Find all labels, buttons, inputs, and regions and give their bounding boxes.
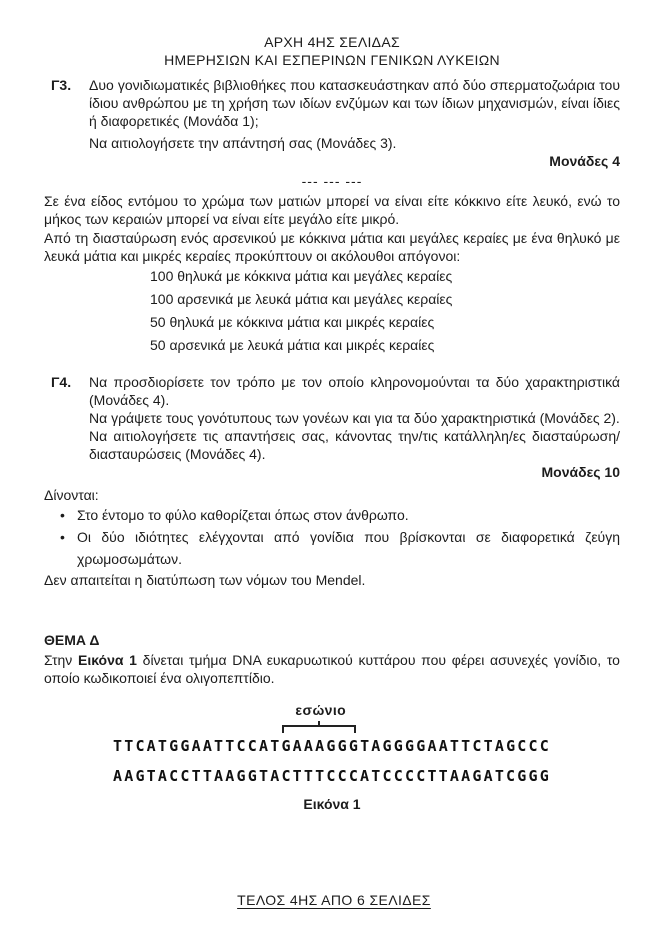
theme-d-title: ΘΕΜΑ Δ (44, 632, 100, 648)
intron-sequence: GAAAGGG (281, 737, 361, 755)
given-label: Δίνονται: (44, 487, 99, 503)
dna-top-exon-right: TAGGGGAATTCTAGCCC (360, 737, 552, 755)
offspring-item-2: 100 αρσενικά με λευκά μάτια και μεγάλες κεραίες (150, 291, 453, 307)
question-g4-task-1: Να προσδιορίσετε τον τρόπο με τον οποίο κληρονομούνται τα δύο χαρακτηριστικά (Μονάδες 4). (89, 374, 620, 408)
insect-paragraph-1: Σε ένα είδος εντόμου το χρώμα των ματιών μπορεί να είναι είτε κόκκινο είτε λευκό, ενώ το μήκος των κεραιών μπορεί να είναι είτε μεγάλο είτε μικρό. (44, 193, 620, 227)
question-g3-subtask: Να αιτιολογήσετε την απάντησή σας (Μονάδες 3). (89, 135, 397, 151)
question-g4-task-2: Να γράψετε τους γονότυπους των γονέων και για τα δύο χαρακτηριστικά (Μονάδες 2). (89, 410, 620, 426)
marks-g3: Μονάδες 4 (549, 153, 620, 169)
header-line1: ΑΡΧΗ 4ΗΣ ΣΕΛΙΔΑΣ (264, 34, 400, 50)
offspring-item-1: 100 θηλυκά με κόκκινα μάτια και μεγάλες κεραίες (150, 268, 453, 284)
figure-1-caption: Εικόνα 1 (303, 796, 361, 812)
page-header (44, 33, 620, 69)
given-bullet-1 (44, 504, 620, 526)
bullet-icon: • (60, 507, 65, 523)
question-g4-task-3: Να αιτιολογήσετε τις απαντήσεις σας, κάνοντας την/τις κατάλληλη/ες διασταύρωση/διασταυρώσεις (Μονάδες 4). (89, 428, 620, 462)
header-line2: ΗΜΕΡΗΣΙΩΝ ΚΑΙ ΕΣΠΕΡΙΝΩΝ ΓΕΝΙΚΩΝ ΛΥΚΕΙΩΝ (164, 52, 500, 68)
bullet-icon: • (60, 529, 65, 545)
section-separator: --- --- --- (301, 173, 363, 189)
intron-brace-icon (282, 725, 356, 733)
dna-strand-top (112, 702, 552, 761)
mendel-note: Δεν απαιτείται η διατύπωση των νόμων του Mendel. (44, 572, 366, 588)
page-footer: ΤΕΛΟΣ 4ΗΣ ΑΠΟ 6 ΣΕΛΙΔΕΣ (237, 892, 431, 908)
question-g4 (44, 373, 620, 463)
offspring-item-4: 50 αρσενικά με λευκά μάτια και μικρές κεραίες (150, 337, 435, 353)
theme-d-intro-suffix: δίνεται τμήμα DNA ευκαρυωτικού κυττάρου που φέρει ασυνεχές γονίδιο, το οποίο κωδικοποιεί ένα ολιγοπεπτίδιο. (44, 652, 620, 686)
theme-d-intro-prefix: Στην (44, 652, 78, 668)
insect-paragraph-2: Από τη διασταύρωση ενός αρσενικού με κόκκινα μάτια και μεγάλες κεραίες με ένα θηλυκό με λευκά μάτια και μικρές κεραίες προκύπτουν οι ακόλουθοι απόγονοι: (44, 230, 620, 264)
question-g3-number: Γ3. (51, 77, 72, 93)
intron-region (281, 702, 361, 755)
marks-g4: Μονάδες 10 (541, 464, 620, 480)
offspring-item-3: 50 θηλυκά με κόκκινα μάτια και μικρές κεραίες (150, 314, 435, 330)
question-g3-body: Δυο γονιδιωματικές βιβλιοθήκες που κατασκευάστηκαν από δύο σπερματοζωάρια του ίδιου ανθρώπου με τη χρήση των ιδίων ενζύμων και των ίδιων μηχανισμών, είναι ίδιες ή διαφορετικές (Μονάδα 1); (89, 77, 620, 129)
intron-brace-tick-icon (318, 721, 320, 727)
dna-strand-bottom: AAGTACCTTAAGGTACTTTCCCATCCCCTTAAGATCGGG (112, 767, 551, 785)
figure-reference: Εικόνα 1 (77, 652, 137, 668)
dna-top-exon-left: TTCATGGAATTCCAT (112, 737, 282, 755)
question-g3 (44, 76, 620, 152)
figure-1 (44, 691, 620, 813)
given-bullet-2 (44, 526, 620, 570)
theme-d-intro (44, 651, 620, 687)
dna-sequence (113, 691, 551, 791)
given-bullet-1-text: Στο έντομο το φύλο καθορίζεται όπως στον άνθρωπο. (77, 507, 409, 523)
given-bullet-2-text: Οι δύο ιδιότητες ελέγχονται από γονίδια που βρίσκονται σε διαφορετικά ζεύγη χρωμοσωμάτων. (77, 529, 620, 567)
offspring-list (150, 265, 620, 357)
intron-label: εσώνιο (295, 702, 347, 718)
question-g4-number: Γ4. (51, 374, 72, 390)
